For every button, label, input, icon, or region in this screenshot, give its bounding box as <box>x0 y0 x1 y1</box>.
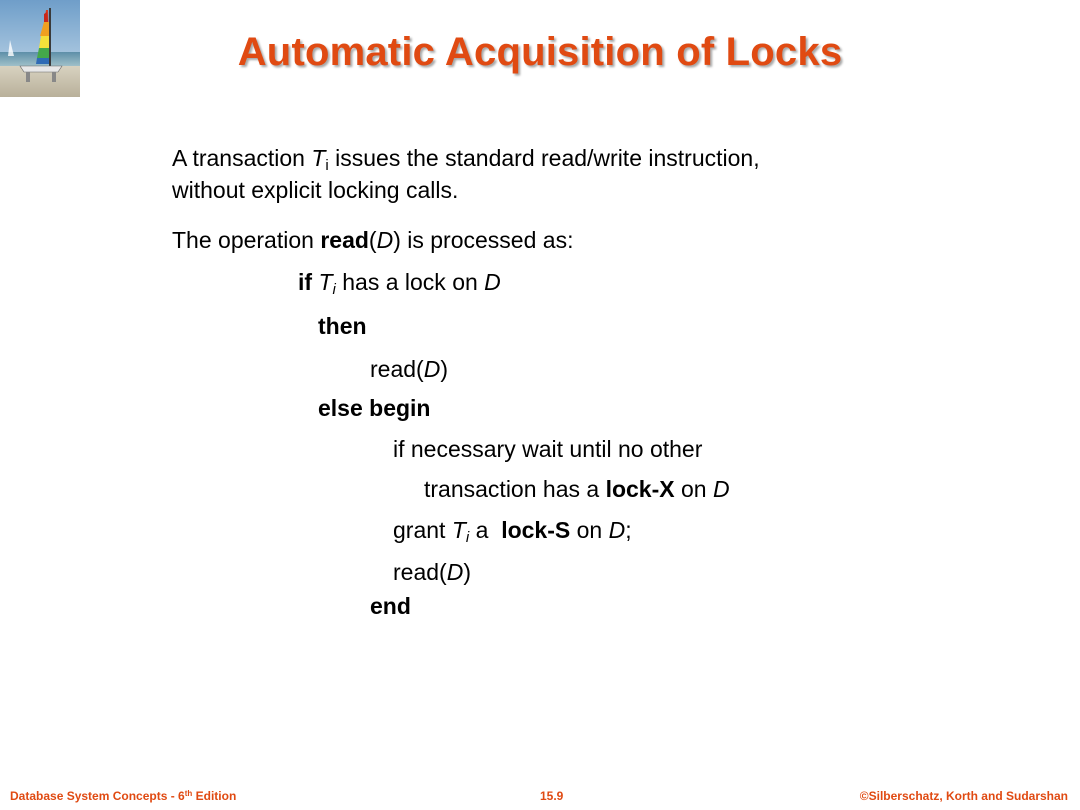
code-then-line: then <box>318 313 367 339</box>
footer-copyright: ©Silberschatz, Korth and Sudarshan <box>859 789 1068 803</box>
intro-line-2: without explicit locking calls. <box>172 177 459 203</box>
slide-title: Automatic Acquisition of Locks <box>237 30 843 74</box>
code-grant-line: grant $T_i$ a lock-S on D; <box>393 517 632 546</box>
code-if-line: if $T_i$ has a lock on D <box>298 269 501 298</box>
footer-page-number: 15.9 <box>540 789 564 803</box>
code-end-line: end <box>370 593 411 619</box>
code-else-begin-line: else begin <box>318 395 431 421</box>
code-wait-line-1: if necessary wait until no other <box>393 436 703 462</box>
code-read-line-1: read(D) <box>370 356 448 382</box>
code-read-line-2: read(D) <box>393 559 471 585</box>
code-wait-line-2: transaction has a lock-X on D <box>424 476 730 502</box>
intro-line-1: A transaction $T_i$ issues the standard read/write instruction, <box>172 145 760 174</box>
operation-line: The operation read(D) is processed as: <box>172 227 574 253</box>
footer-book-title: Database System Concepts - 6th Edition <box>10 789 237 803</box>
